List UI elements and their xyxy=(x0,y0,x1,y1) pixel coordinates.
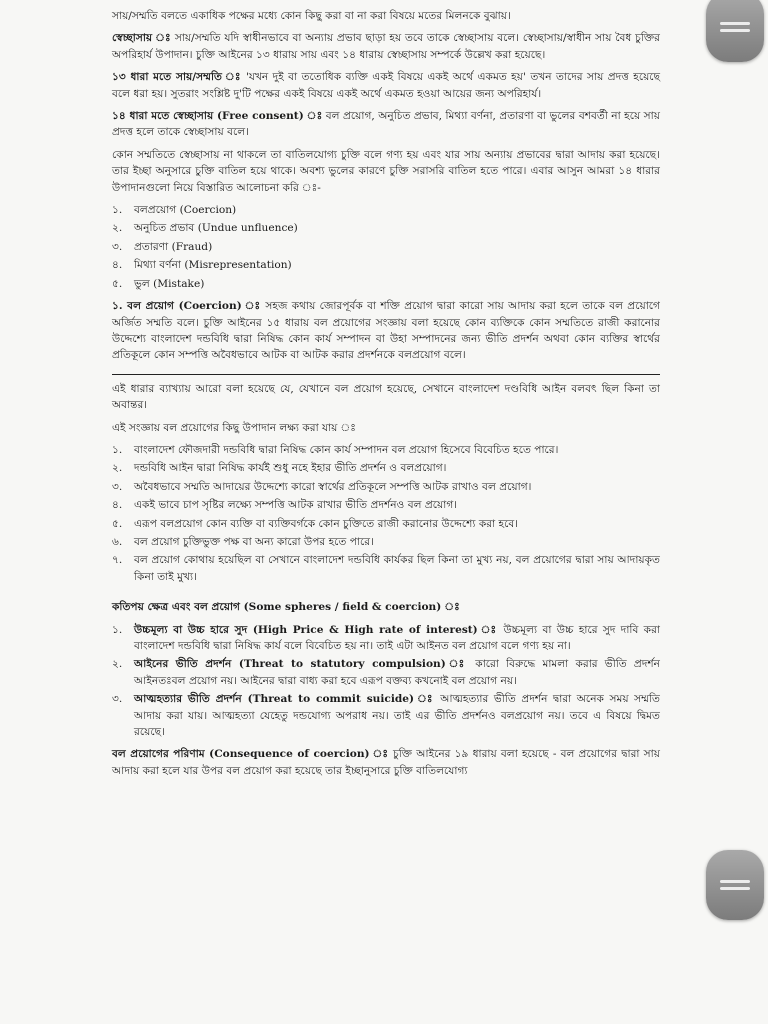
list-item-body: আত্মহত্যার ভীতি প্রদর্শন দ্বারা অনেক সময় সম্মতি আদায় করা যায়। আত্মহত্যা যেহেতু দন্ডযোগ্য অপরাধ নয়। তাই এর ভীতি প্রদর্শনও বলপ্রয়োগ নয়। তবে এ বিষয়ে দ্বিমত রয়েছে। xyxy=(134,693,660,739)
list-text: অবৈধভাবে সম্মতি আদায়ের উদ্দেশ্যে কারো স্বার্থের প্রতিকূলে সম্পত্তি আটক রাখাও বল প্রয়োগ। xyxy=(134,480,532,493)
list-text: একই ভাবে চাপ সৃষ্টির লক্ষ্যে সম্পত্তি আটক রাখার ভীতি প্রদর্শনও বল প্রয়োগ। xyxy=(134,499,458,512)
heading-consequence: বল প্রয়োগের পরিণাম (Consequence of coercion) ঃ xyxy=(112,748,389,761)
list-item xyxy=(112,656,660,689)
list-number: ৭. xyxy=(112,554,123,567)
list-text: এরূপ বলপ্রয়োগ কোন ব্যক্তি বা ব্যক্তিবর্গকে কোন চুক্তিতে রাজী করানোর উদ্দেশ্যে করা হবে। xyxy=(134,517,519,530)
paragraph-text: 'যখন দুই বা ততোধিক ব্যক্তি একই বিষয়ে একই অর্থে একমত হয়' তখন তাদের সায় প্রদত্ত হয়েছে বলে ধরা হয়। সুতরাং সংশ্লিষ্ট দু'টি পক্ষের একই বিষয়ে একই অর্থে একমত হওয়া আয়ের জন্য অপরিহার্য। xyxy=(112,71,660,100)
heading-coercion: ১. বল প্রয়োগ (Coercion) ঃ xyxy=(112,300,262,313)
list-item xyxy=(112,534,660,550)
list-item-heading: উচ্চমূল্য বা উচ্চ হারে সুদ (High Price & High rate of interest) ঃ xyxy=(134,623,499,636)
list-text xyxy=(134,656,660,689)
menu-button-bottom[interactable] xyxy=(706,850,764,920)
list-number: ৫. xyxy=(112,277,123,290)
heading-spheres: কতিপয় ক্ষেত্র এবং বল প্রয়োগ (Some spheres / field & coercion) ঃ xyxy=(112,601,460,614)
list-number: ১. xyxy=(112,443,123,456)
paragraph-section-13 xyxy=(112,69,660,102)
list-item-heading: আত্মহত্যার ভীতি প্রদর্শন (Threat to commit suicide) ঃ xyxy=(134,693,435,706)
list-text: অনুচিত প্রভাব (Undue unfluence) xyxy=(134,222,298,235)
menu-button-top[interactable] xyxy=(706,0,764,62)
list-number: ৩. xyxy=(112,240,123,253)
list-item xyxy=(112,479,660,495)
paragraph-section-14 xyxy=(112,108,660,141)
menu-lines-icon xyxy=(720,18,750,36)
list-number: ৩. xyxy=(112,480,123,493)
list-text: বলপ্রয়োগ (Coercion) xyxy=(134,204,237,217)
list-number: ১. xyxy=(112,204,123,217)
list-item xyxy=(112,497,660,513)
list-number: ৪. xyxy=(112,259,123,272)
paragraph-explanation: এই ধারার ব্যাখ্যায় আরো বলা হয়েছে যে, যেখানে বল প্রয়োগ হয়েছে, সেখানে বাংলাদেশ দণ্ডবিধি আইন বলবৎ ছিল কিনা তা অবান্তর। xyxy=(112,382,660,412)
paragraph-voidable: কোন সম্মতিতে স্বেচ্ছাসায় না থাকলে তা বাতিলযোগ্য চুক্তি বলে গণ্য হয় এবং যার সায় অন্যায় প্রভাবের দ্বারা আদায় করা হয়েছে। তার ইচ্ছা অনুসারে চুক্তি বাতিল হয়ে থাকে। অবশ্য ভুলের কারণে চুক্তি সরাসরি বাতিল হতে পারে। এবার আসুন আমরা ১৪ ধারার উপাদানগুলো নিয়ে বিস্তারিত আলোচনা করি ঃ- xyxy=(112,148,660,194)
paragraph-text: চুক্তি আইনের ১৯ ধারায় বলা হয়েছে - বল প্রয়োগের দ্বারা সায় আদায় করা হলে যার উপর বল প্রয়োগ করা হয়েছে তার ইচ্ছানুসারে চুক্তি বাতিলযোগ্য xyxy=(112,748,660,777)
list-item xyxy=(112,516,660,532)
paragraph-free-consent xyxy=(112,30,660,63)
list-item-body: কারো বিরুদ্ধে মামলা করার ভীতি প্রদর্শন আইনতঃবল প্রয়োগ নয়। আইনের দ্বারা বাধ্য করা হবে এরূপ বক্তব্য কখনোই বল প্রয়োগ নয়। xyxy=(134,658,660,687)
list-text: বল প্রয়োগ কোথায় হয়েছিল বা সেখানে বাংলাদেশ দন্ডবিধি কার্যকর ছিল কিনা তা মুখ্য নয়, বল প্রয়োগের দ্বারা সায় আদায়কৃত কিনা তাই মুখ্য। xyxy=(134,554,660,583)
paragraph-text: সহজ কথায় জোরপূর্বক বা শক্তি প্রয়োগ দ্বারা কারো সায় আদায় করা হলে তাকে বল প্রয়োগে অর্জিত সম্মতি বলে। চুক্তি আইনের ১৫ ধারায় বল প্রয়োগের সংজ্ঞায় বলা হয়েছে কোন ব্যক্তিকে কোন সম্মতিতে রাজী করানোর উদ্দেশ্যে বাংলাদেশ দন্ডবিধি দ্বারা নিষিদ্ধ কোন কার্য সম্পাদন বা উহা সম্পাদনের জন্য ভীতি প্রদর্শন অথবা কোন ব্যক্তির স্বার্থের প্রতিকূলে কোন সম্পত্তি অবৈধভাবে আটক বা আটক করার প্রদর্শনকে বলপ্রয়োগ বলে। xyxy=(112,300,660,362)
list-item xyxy=(112,442,660,458)
list-item xyxy=(112,257,660,273)
list-item xyxy=(112,622,660,655)
list-item-body: উচ্চমূল্য বা উচ্চ হারে সুদ দাবি করা বাংলাদেশ দন্ডবিধি দ্বারা নিষিদ্ধ কার্য বলে বিবেচিত হয় না। তাই এটা আইনত বল প্রয়োগ বলে গণ্য হয় না। xyxy=(134,623,660,652)
list-item xyxy=(112,276,660,292)
heading-free-consent: স্বেচ্ছাসায় ঃ xyxy=(112,32,172,45)
page-divider xyxy=(112,374,660,375)
coercion-elements-list xyxy=(112,442,660,585)
list-text: ভুল (Mistake) xyxy=(134,277,205,290)
list-number: ৫. xyxy=(112,517,123,530)
paragraph-text: সায়/সম্মতি যদি স্বাধীনভাবে বা অন্যায় প্রভাব ছাড়া হয় তবে তাকে স্বেচ্ছাসায় বলে। স্বেচ্ছাসায়/স্বাধীন সায় বৈধ চুক্তির অপরিহার্য উপাদান। চুক্তি আইনের ১৩ ধারায় সায় এবং ১৪ ধারায় স্বেচ্ছাসায় সম্পর্কে উল্লেখ করা হয়েছে। xyxy=(112,32,660,61)
list-text: বল প্রয়োগ চুক্তিভুক্ত পক্ষ বা অন্য কারো উপর হতে পারে। xyxy=(134,535,374,548)
document-page xyxy=(112,8,660,785)
list-number: ৪. xyxy=(112,499,123,512)
list-number: ৬. xyxy=(112,535,123,548)
list-item xyxy=(112,220,660,236)
list-item xyxy=(112,239,660,255)
list-item xyxy=(112,460,660,476)
list-text: বাংলাদেশ ফৌজদারী দন্ডবিধি দ্বারা নিষিদ্ধ কোন কার্য সম্পাদন বল প্রয়োগ হিসেবে বিবেচিত হতে পারে। xyxy=(134,443,559,456)
list-number: ২. xyxy=(112,658,123,671)
paragraph-consent-definition: সায়/সম্মতি বলতে একাধিক পক্ষের মধ্যে কোন কিছু করা বা না করা বিষয়ে মতের মিলনকে বুঝায়। xyxy=(112,10,511,22)
spheres-list xyxy=(112,622,660,741)
list-number: ২. xyxy=(112,222,123,235)
heading-section-14: ১৪ ধারা মতে স্বেচ্ছাসায় (Free consent) ঃ xyxy=(112,110,323,123)
paragraph-coercion xyxy=(112,298,660,364)
paragraph-elements-intro: এই সংজ্ঞায় বল প্রয়োগের কিছু উপাদান লক্ষ্য করা যায় ঃ xyxy=(112,421,356,434)
list-text xyxy=(134,691,660,740)
heading-section-13: ১৩ ধারা মতে সায়/সম্মতি ঃ xyxy=(112,71,242,84)
paragraph-consequence xyxy=(112,746,660,779)
list-number: ১. xyxy=(112,623,123,636)
list-text: প্রতারণা (Fraud) xyxy=(134,240,213,253)
list-item xyxy=(112,552,660,585)
list-item-heading: আইনের ভীতি প্রদর্শন (Threat to statutory compulsion) ঃ xyxy=(134,658,469,671)
menu-lines-icon xyxy=(720,876,750,894)
elements-list xyxy=(112,202,660,292)
list-text: মিথ্যা বর্ণনা (Misrepresentation) xyxy=(134,259,292,272)
paragraph-text: বল প্রয়োগ, অনুচিত প্রভাব, মিথ্যা বর্ণনা, প্রতারণা বা ভুলের বশবর্তী না হয়ে সায় প্রদত্ত হলে তাকে স্বেচ্ছাসায় বলে। xyxy=(112,110,660,139)
list-number: ৩. xyxy=(112,693,123,706)
list-number: ২. xyxy=(112,462,123,475)
list-text: দন্ডবিধি আইন দ্বারা নিষিদ্ধ কার্যই শুধু নহে ইহার ভীতি প্রদর্শন ও বলপ্রয়োগ। xyxy=(134,462,447,475)
list-item xyxy=(112,691,660,740)
list-text xyxy=(134,622,660,655)
list-item xyxy=(112,202,660,218)
